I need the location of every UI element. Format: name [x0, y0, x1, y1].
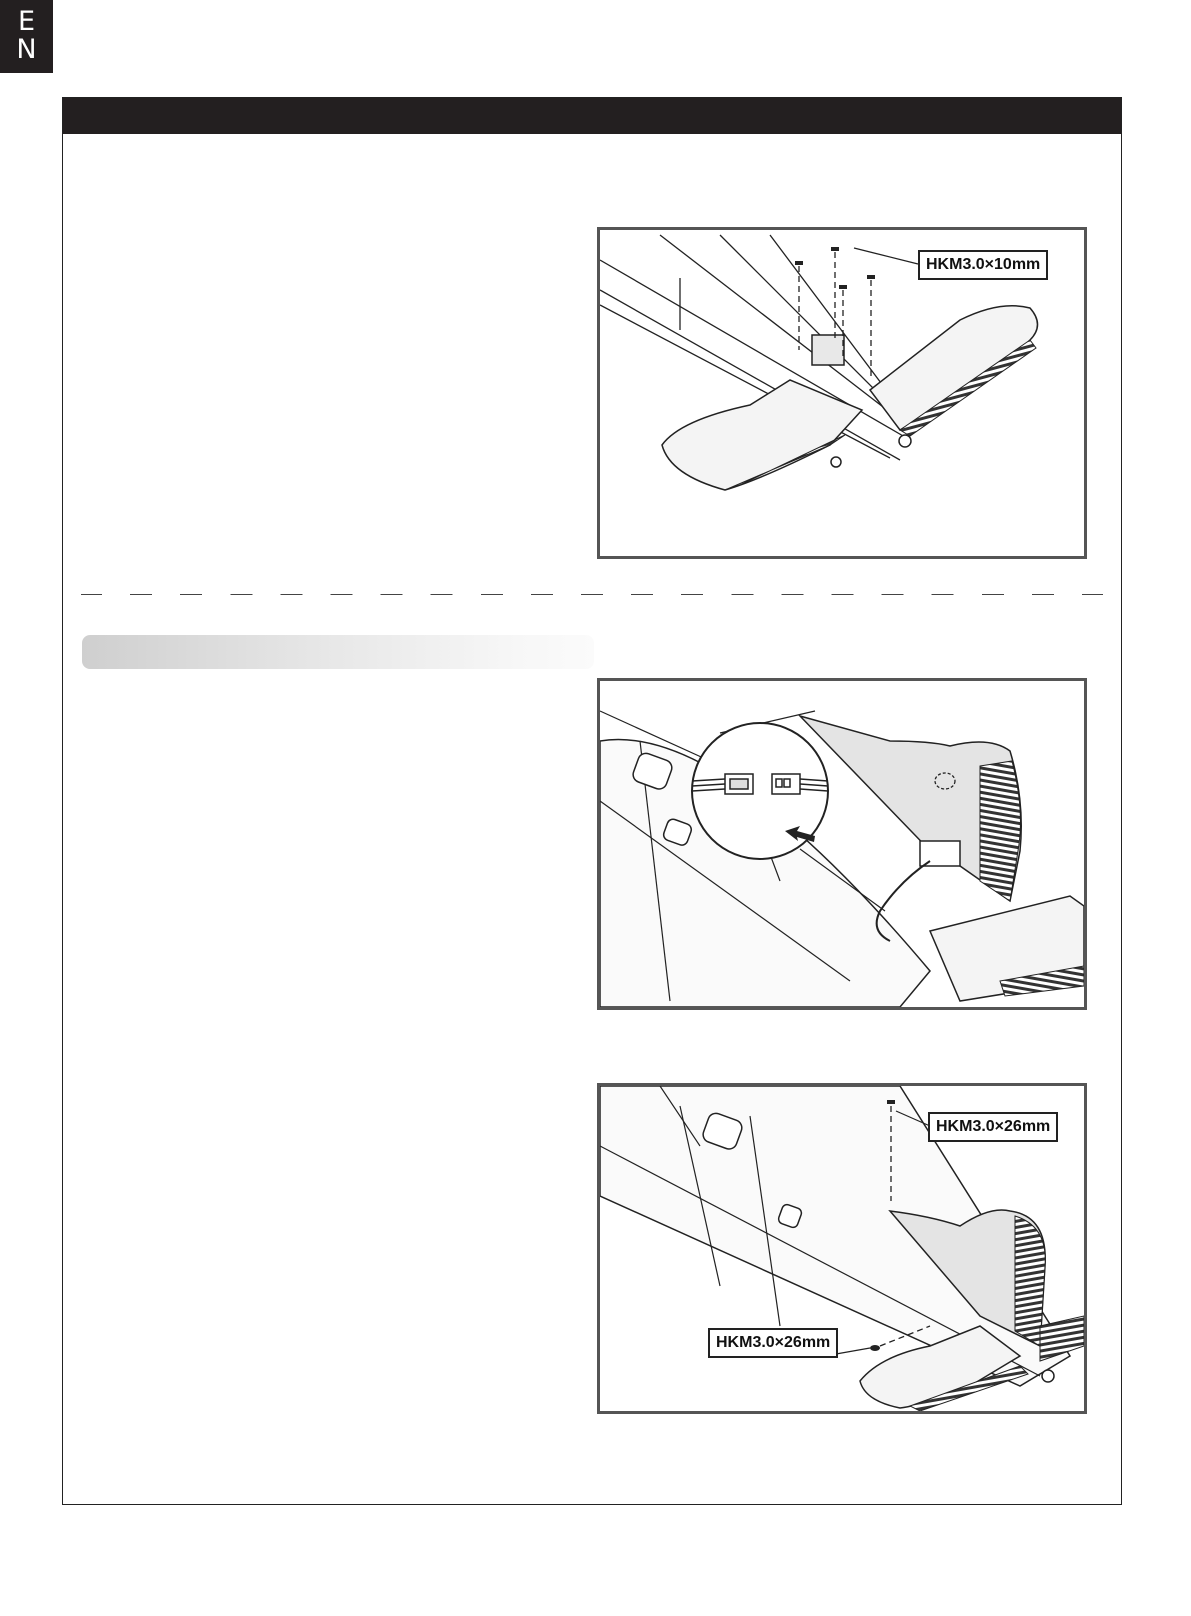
language-letter-e: E: [17, 6, 36, 37]
section-heading-band: [82, 635, 594, 669]
language-tab: [0, 0, 53, 73]
page-frame: [62, 97, 1122, 1505]
screw-callout-hkm3-10mm: HKM3.0×10mm: [918, 250, 1048, 280]
figure-fin-connector: [597, 678, 1087, 1010]
fin-connector-illustration: [600, 681, 1084, 1007]
figure-stabilizer-screws: [597, 227, 1087, 559]
language-letter-n: N: [16, 34, 37, 65]
screw-callout-top-hkm3-26mm: HKM3.0×26mm: [928, 1112, 1058, 1142]
section-header-bar: [63, 98, 1121, 134]
dashed-divider: [81, 594, 1103, 595]
figure-fin-screws: [597, 1083, 1087, 1414]
screw-callout-side-hkm3-26mm: HKM3.0×26mm: [708, 1328, 838, 1358]
